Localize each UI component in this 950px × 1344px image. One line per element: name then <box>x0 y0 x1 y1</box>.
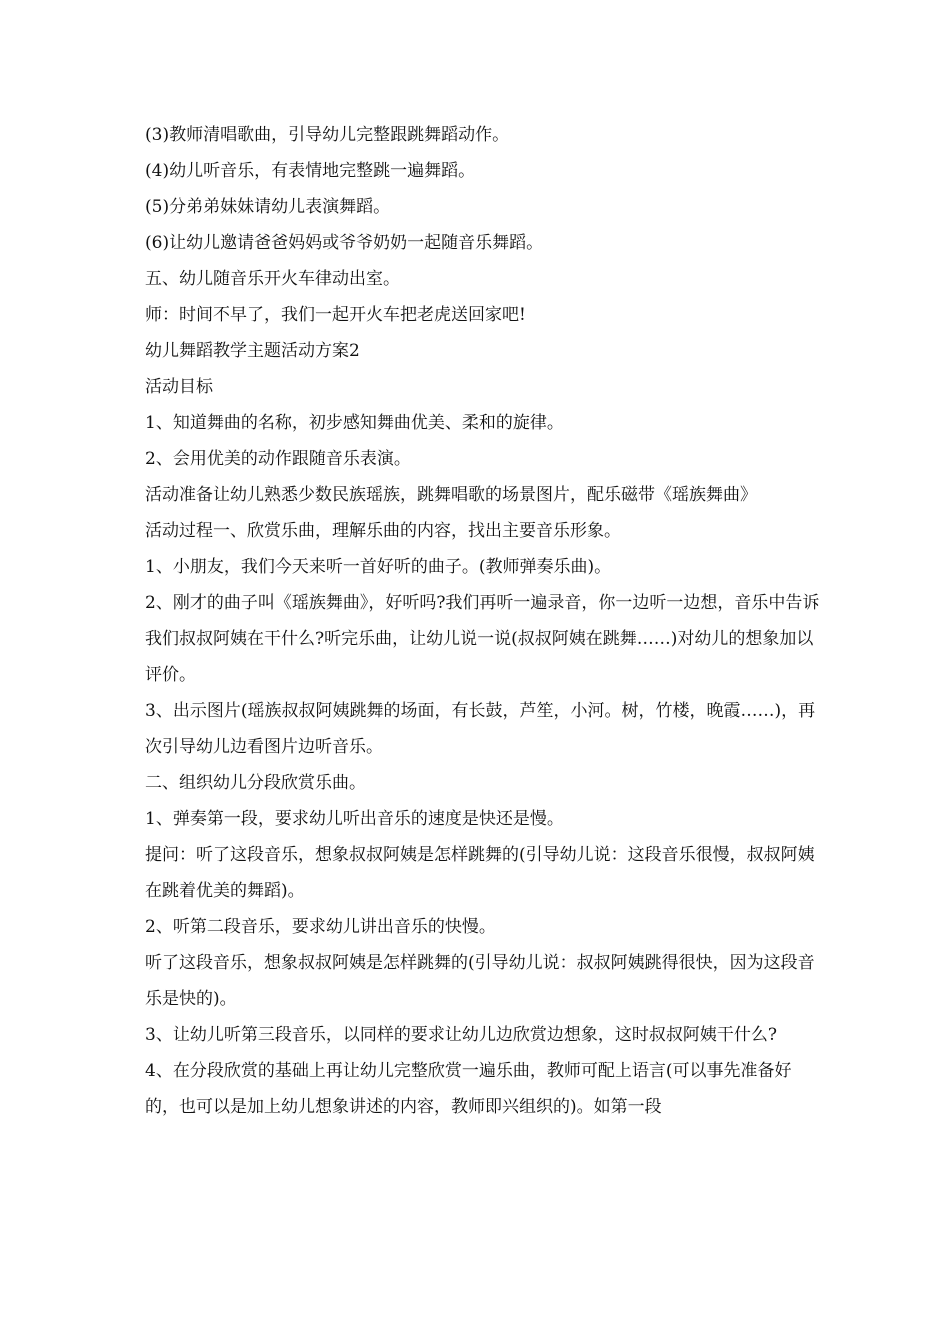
paragraph: 2、听第二段音乐，要求幼儿讲出音乐的快慢。 <box>145 917 496 937</box>
paragraph: (3)教师清唱歌曲，引导幼儿完整跟跳舞蹈动作。 <box>145 125 510 145</box>
paragraph: 听了这段音乐，想象叔叔阿姨是怎样跳舞的(引导幼儿说：叔叔阿姨跳得很快，因为这段音乐是快的)。 <box>145 953 815 1009</box>
paragraph: (5)分弟弟妹妹请幼儿表演舞蹈。 <box>145 197 391 217</box>
paragraph: 3、出示图片(瑶族叔叔阿姨跳舞的场面，有长鼓，芦笙，小河。树，竹楼，晚霞……)，再次引导幼儿边看图片边听音乐。 <box>145 701 816 757</box>
paragraph: (4)幼儿听音乐，有表情地完整跳一遍舞蹈。 <box>145 161 476 181</box>
paragraph: 4、在分段欣赏的基础上再让幼儿完整欣赏一遍乐曲，教师可配上语言(可以事先准备好的，也可以是加上幼儿想象讲述的内容，教师即兴组织的)。如第一段 <box>145 1061 792 1117</box>
paragraph: 1、小朋友，我们今天来听一首好听的曲子。(教师弹奏乐曲)。 <box>145 557 612 577</box>
document-title: 幼儿舞蹈教学主题活动方案2 <box>145 341 360 361</box>
paragraph: 活动过程一、欣赏乐曲，理解乐曲的内容，找出主要音乐形象。 <box>145 521 621 541</box>
paragraph: 1、弹奏第一段，要求幼儿听出音乐的速度是快还是慢。 <box>145 809 564 829</box>
paragraph: 师：时间不早了，我们一起开火车把老虎送回家吧! <box>145 305 526 325</box>
paragraph: 2、刚才的曲子叫《瑶族舞曲》，好听吗?我们再听一遍录音，你一边听一边想，音乐中告诉我们叔叔阿姨在干什么?听完乐曲，让幼儿说一说(叔叔阿姨在跳舞……)对幼儿的想象加以评价。 <box>145 593 820 685</box>
paragraph: 3、让幼儿听第三段音乐，以同样的要求让幼儿边欣赏边想象，这时叔叔阿姨干什么? <box>145 1025 777 1045</box>
paragraph: (6)让幼儿邀请爸爸妈妈或爷爷奶奶一起随音乐舞蹈。 <box>145 233 544 253</box>
section-heading: 二、组织幼儿分段欣赏乐曲。 <box>145 773 366 793</box>
paragraph: 活动准备让幼儿熟悉少数民族瑶族，跳舞唱歌的场景图片，配乐磁带《瑶族舞曲》 <box>145 485 757 505</box>
paragraph: 2、会用优美的动作跟随音乐表演。 <box>145 449 411 469</box>
paragraph: 1、知道舞曲的名称，初步感知舞曲优美、柔和的旋律。 <box>145 413 564 433</box>
paragraph: 提问：听了这段音乐，想象叔叔阿姨是怎样跳舞的(引导幼儿说：这段音乐很慢，叔叔阿姨在跳着优美的舞蹈)。 <box>145 845 815 901</box>
document-body <box>145 117 825 1125</box>
section-heading: 活动目标 <box>145 377 213 397</box>
section-heading: 五、幼儿随音乐开火车律动出室。 <box>145 269 400 289</box>
